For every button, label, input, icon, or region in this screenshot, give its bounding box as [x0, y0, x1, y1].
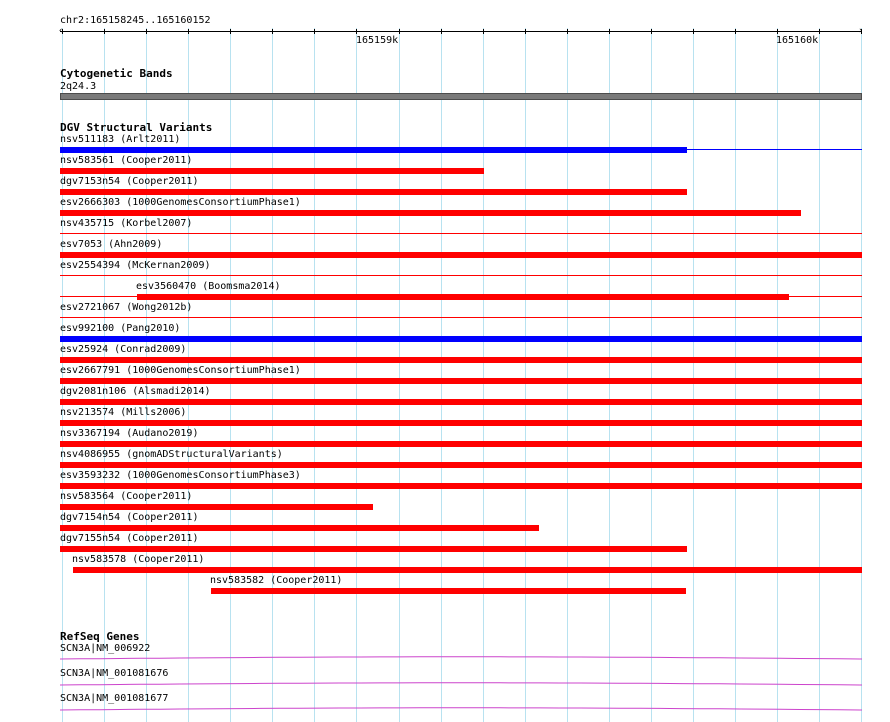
variant-label[interactable]: esv7053 (Ahn2009) — [60, 239, 163, 250]
variant-label[interactable]: nsv213574 (Mills2006) — [60, 407, 187, 418]
variant-label[interactable]: esv3593232 (1000GenomesConsortiumPhase3) — [60, 470, 301, 481]
variant-label[interactable]: nsv3367194 (Audano2019) — [60, 428, 199, 439]
variant-label[interactable]: esv992100 (Pang2010) — [60, 323, 181, 334]
variant-label[interactable]: esv2667791 (1000GenomesConsortiumPhase1) — [60, 365, 301, 376]
gene-model-line[interactable] — [60, 683, 862, 685]
cytoband-track-title: Cytogenetic Bands — [60, 67, 173, 80]
dgv-track-title: DGV Structural Variants — [60, 121, 213, 134]
scroll-right-icon[interactable]: › — [858, 26, 864, 36]
variant-label[interactable]: dgv2081n106 (Alsmadi2014) — [60, 386, 211, 397]
ruler-tick-label: 165160k — [776, 35, 819, 46]
variant-label[interactable]: esv2666303 (1000GenomesConsortiumPhase1) — [60, 197, 301, 208]
variant-label[interactable]: nsv583564 (Cooper2011) — [60, 491, 193, 502]
scroll-left-icon[interactable]: ‹ — [58, 26, 64, 36]
ruler-tick-label: 165159k — [356, 35, 399, 46]
variant-label[interactable]: nsv511183 (Arlt2011) — [60, 134, 181, 145]
variant-label[interactable]: nsv583561 (Cooper2011) — [60, 155, 193, 166]
gene-label[interactable]: SCN3A|NM_006922 — [60, 643, 151, 654]
variant-label[interactable]: esv25924 (Conrad2009) — [60, 344, 187, 355]
location-label: chr2:165158245..165160152 — [60, 15, 211, 26]
variant-label[interactable]: esv2721067 (Wong2012b) — [60, 302, 193, 313]
cytoband-label: 2q24.3 — [60, 81, 97, 92]
variant-label[interactable]: nsv4086955 (gnomADStructuralVariants) — [60, 449, 283, 460]
variant-label[interactable]: nsv583582 (Cooper2011) — [210, 575, 343, 586]
refseq-track-title: RefSeq Genes — [60, 630, 140, 643]
gene-label[interactable]: SCN3A|NM_001081677 — [60, 693, 169, 704]
variant-label[interactable]: esv2554394 (McKernan2009) — [60, 260, 211, 271]
variant-label[interactable]: nsv583578 (Cooper2011) — [72, 554, 205, 565]
gene-model-line[interactable] — [60, 657, 862, 659]
variant-label[interactable]: nsv435715 (Korbel2007) — [60, 218, 193, 229]
variant-label[interactable]: dgv7155n54 (Cooper2011) — [60, 533, 199, 544]
gene-model-line[interactable] — [60, 708, 862, 710]
gene-label[interactable]: SCN3A|NM_001081676 — [60, 668, 169, 679]
variant-label[interactable]: esv3560470 (Boomsma2014) — [136, 281, 281, 292]
variant-label[interactable]: dgv7153n54 (Cooper2011) — [60, 176, 199, 187]
variant-label[interactable]: dgv7154n54 (Cooper2011) — [60, 512, 199, 523]
